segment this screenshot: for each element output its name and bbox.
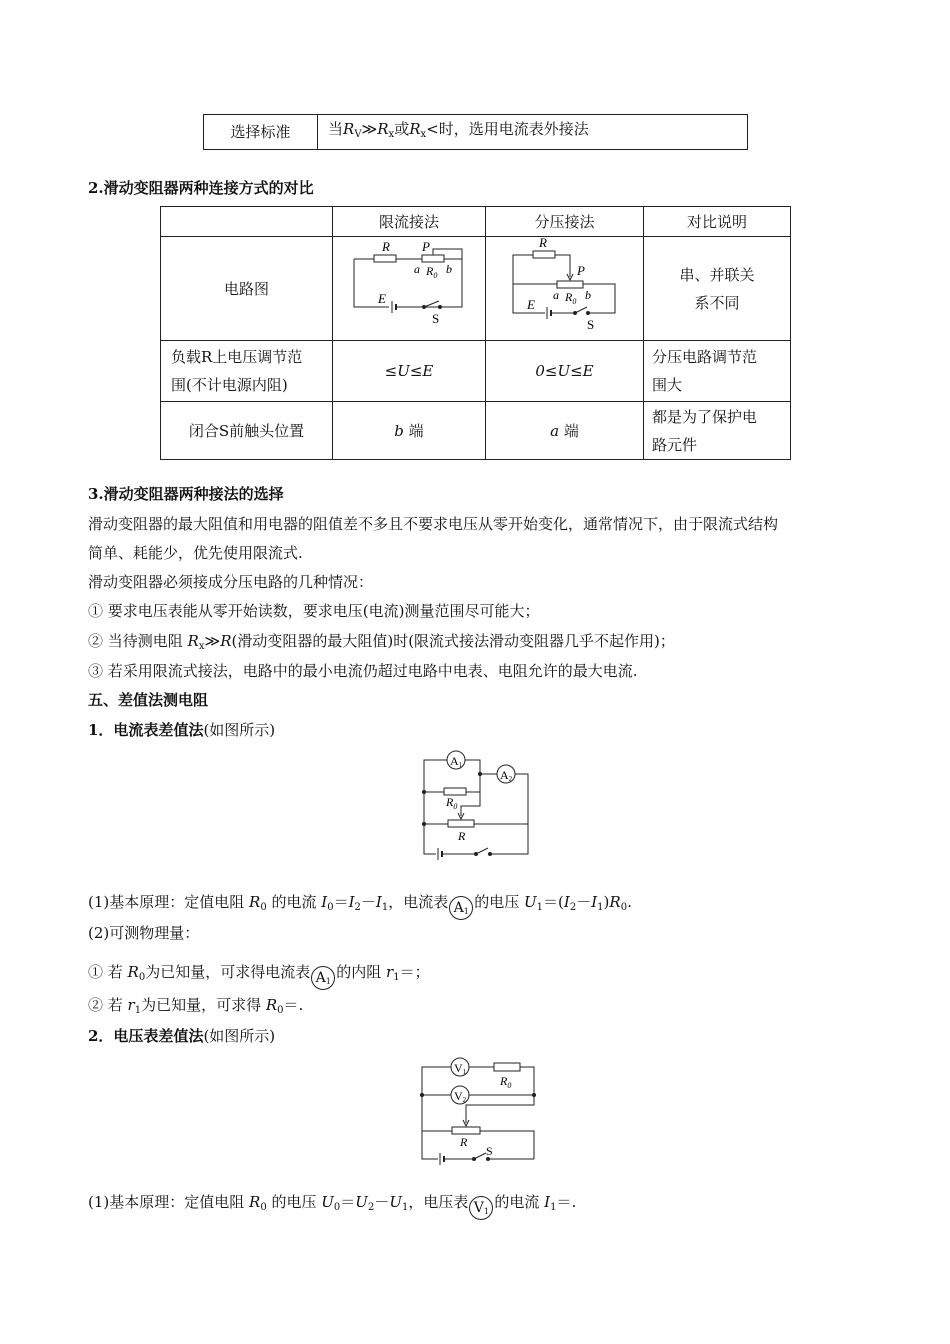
label-a1: A1 bbox=[450, 754, 463, 769]
row2-note: 分压电路调节范 围大 bbox=[644, 341, 791, 402]
section3-item2: ② 当待测电阻 $R_x≫R$(滑动变阻器的最大阻值)时(限流式接法滑动变阻器几乎不起作用)； bbox=[88, 632, 675, 652]
sub2-p1: (1)基本原理：定值电阻 $R_0$ 的电压 $U_0=U_2-U_1$，电压表 $V_1$的电流 $I_1=$. bbox=[88, 1190, 576, 1220]
divider-label-s: S bbox=[587, 317, 595, 331]
row1-note: 串、并联关 系不同 bbox=[644, 237, 791, 341]
sub1-p1: (1)基本原理：定值电阻 $R_0$ 的电流 $I_0=I_2-I_1$，电流表 $A_1$的电压 $U_1=(I_2-I_1)R_0$. bbox=[88, 890, 632, 920]
divider-label-r: R bbox=[539, 237, 547, 250]
section3-title: 3.滑动变阻器两种接法的选择 bbox=[88, 485, 284, 503]
label-e: E bbox=[378, 291, 386, 306]
divider-label-a: a bbox=[553, 288, 559, 302]
row2-limit: ≤U≤E bbox=[333, 341, 486, 402]
resistor-r0-v bbox=[494, 1063, 520, 1071]
label-v2: V2 bbox=[454, 1089, 467, 1104]
section3-item1: ① 要求电压表能从零开始读数，要求电压(电流)测量范围尽可能大； bbox=[88, 602, 540, 620]
section3-p1a: 滑动变阻器的最大阻值和用电器的阻值差不多且不要求电压从零开始变化，通常情况下，由于限流式结构 bbox=[88, 515, 779, 533]
label-r-v: R bbox=[460, 1135, 468, 1149]
label-b: b bbox=[446, 262, 452, 276]
voltmeter-difference-circuit bbox=[418, 1055, 538, 1167]
header-empty bbox=[161, 207, 333, 237]
rheostat-r-v bbox=[452, 1127, 480, 1134]
label-s: S bbox=[432, 311, 440, 326]
section5-title: 五、差值法测电阻 bbox=[88, 691, 209, 709]
label-v1: V1 bbox=[454, 1061, 467, 1076]
header-divider: 分压接法 bbox=[486, 207, 644, 237]
section2-title: 2.滑动变阻器两种连接方式的对比 bbox=[88, 179, 314, 197]
label-r: R bbox=[382, 239, 390, 254]
sub1-i1: ① 若 $R_0$为已知量，可求得电流表 $A_1$的内阻 $r_1=$； bbox=[88, 960, 430, 990]
criteria-table bbox=[203, 114, 748, 150]
row3-divider: a 端 bbox=[486, 402, 644, 460]
ammeter-difference-circuit bbox=[418, 748, 538, 860]
criteria-value: 当$R_V≫R_x$或$R_x<$时，选用电流表外接法 bbox=[318, 115, 748, 150]
ammeter-a1-icon: $A_1$ bbox=[449, 896, 473, 920]
label-a: a bbox=[414, 262, 420, 276]
label-s-v: S bbox=[486, 1144, 493, 1158]
rheostat-r0 bbox=[422, 255, 444, 262]
divider-circuit-cell bbox=[486, 237, 644, 341]
ammeter-a1-icon-2: $A_1$ bbox=[311, 966, 335, 990]
resistor-r bbox=[374, 255, 396, 262]
comparison-table bbox=[160, 206, 791, 460]
row2-label: 负载R上电压调节范 围(不计电源内阻) bbox=[161, 341, 333, 402]
section3-item3: ③ 若采用限流式接法，电路中的最小电流仍超过电路中电表、电阻允许的最大电流. bbox=[88, 662, 638, 680]
label-r0-v: $R_0$ bbox=[500, 1074, 512, 1090]
label-r0-a: $R_0$ bbox=[446, 795, 458, 811]
divider-circuit-diagram bbox=[487, 237, 642, 331]
sub1-title: 1．电流表差值法(如图所示) bbox=[88, 721, 276, 739]
divider-rheostat-r0 bbox=[557, 281, 583, 288]
divider-label-p: P bbox=[577, 263, 585, 278]
voltmeter-v1-icon: $V_1$ bbox=[469, 1196, 493, 1220]
label-r-a: R bbox=[458, 829, 466, 843]
row2-divider: 0≤U≤E bbox=[486, 341, 644, 402]
sub2-title: 2．电压表差值法(如图所示) bbox=[88, 1027, 276, 1045]
row3-label: 闭合S前触头位置 bbox=[161, 402, 333, 460]
sub1-i2: ② 若 $r_1$为已知量，可求得 $R_0=$. bbox=[88, 996, 304, 1016]
row1-label: 电路图 bbox=[161, 237, 333, 341]
limit-circuit-diagram bbox=[334, 237, 484, 331]
divider-label-b: b bbox=[585, 288, 591, 302]
section3-p1b: 简单、耗能少，优先使用限流式. bbox=[88, 544, 303, 562]
header-limit: 限流接法 bbox=[333, 207, 486, 237]
row3-note: 都是为了保护电 路元件 bbox=[644, 402, 791, 460]
limit-circuit-cell bbox=[333, 237, 486, 341]
criteria-label: 选择标准 bbox=[204, 115, 318, 150]
rheostat-r bbox=[448, 820, 474, 827]
label-r0: $R_0$ bbox=[426, 264, 438, 280]
row3-limit: b 端 bbox=[333, 402, 486, 460]
label-a2: A2 bbox=[500, 768, 513, 783]
divider-label-e: E bbox=[527, 297, 535, 312]
section3-p2: 滑动变阻器必须接成分压电路的几种情况： bbox=[88, 573, 374, 591]
resistor-r0 bbox=[444, 788, 466, 795]
divider-resistor-r bbox=[533, 251, 555, 258]
label-p: P bbox=[422, 239, 430, 254]
divider-label-r0: $R_0$ bbox=[565, 290, 577, 306]
sub1-p2: (2)可测物理量： bbox=[88, 924, 200, 942]
header-note: 对比说明 bbox=[644, 207, 791, 237]
